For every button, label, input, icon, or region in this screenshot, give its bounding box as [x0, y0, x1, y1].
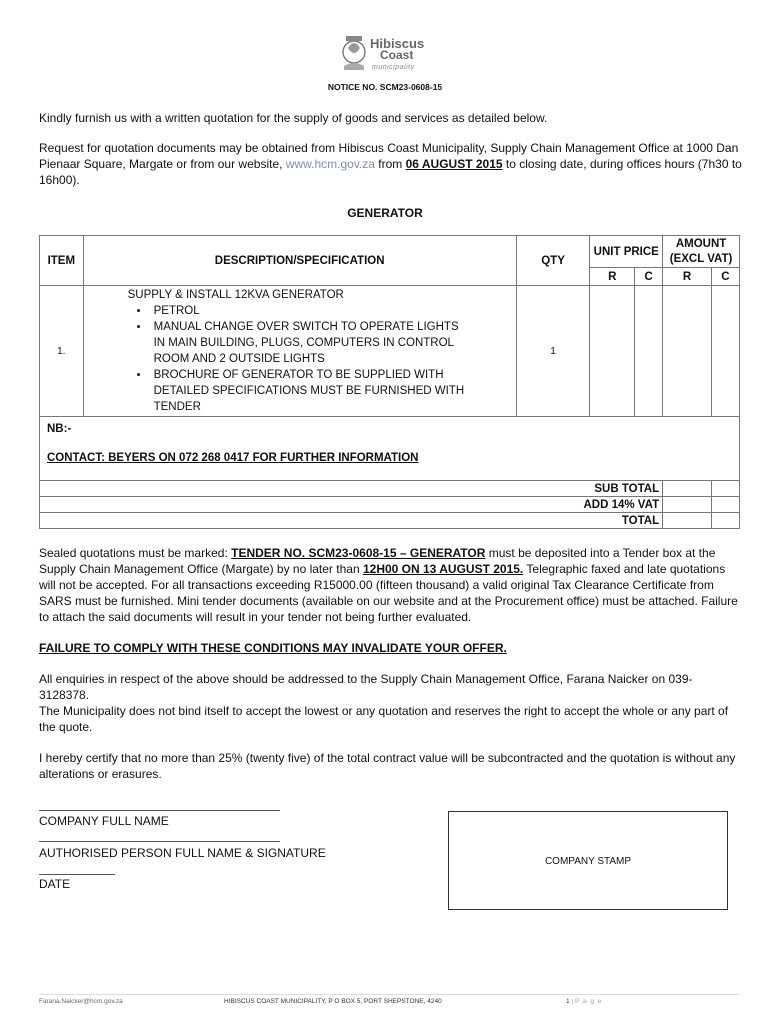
- date-label: DATE: [39, 877, 71, 891]
- total-label: TOTAL: [40, 513, 663, 529]
- intro-paragraph-1: Kindly furnish us with a written quotation for the supply of goods and services as detailed below.: [39, 111, 548, 125]
- header-qty: QTY: [516, 236, 590, 286]
- footer-page-separator: |: [571, 998, 574, 1005]
- intro-paragraph-2: [39, 140, 743, 188]
- list-item: • PETROL: [150, 303, 472, 319]
- header-amount: [663, 236, 740, 268]
- header-amount-c: C: [711, 268, 739, 286]
- row-description: [83, 286, 516, 417]
- sub-total-r: [663, 481, 712, 497]
- company-stamp-box: [448, 811, 728, 910]
- row-unit-c: [635, 286, 663, 417]
- authorised-label: AUTHORISED PERSON FULL NAME & SIGNATURE: [39, 846, 326, 860]
- failure-warning: FAILURE TO COMPLY WITH THESE CONDITIONS MAY INVALIDATE YOUR OFFER.: [39, 641, 507, 655]
- bind-paragraph: The Municipality does not bind itself to accept the lowest or any quotation and reserves the right to accept the whole or any part of the quote.: [39, 704, 729, 734]
- logo-text-municipality: municipality: [372, 64, 415, 71]
- row-qty: 1: [516, 286, 590, 417]
- vat-c: [711, 497, 739, 513]
- contact-line: CONTACT: BEYERS ON 072 268 0417 FOR FURTHER INFORMATION: [47, 452, 419, 464]
- total-c: [711, 513, 739, 529]
- nb-section: [40, 417, 740, 481]
- vat-r: [663, 497, 712, 513]
- footer-page: [566, 998, 602, 1005]
- total-r: [663, 513, 712, 529]
- website-link[interactable]: www.hcm.gov.za: [285, 157, 375, 171]
- nb-label: NB:-: [47, 423, 72, 435]
- company-name-label: COMPANY FULL NAME: [39, 814, 169, 828]
- sealed-text-c: Telegraphic faxed and late quotations will not be accepted. For all transactions exceeding R15000.00 (fifteen thousand) a valid original Tax Clearance Certificate from SARS must be furnished. Mini tender documents (available on our website and at the Procurement office) must be attached. Failure to attach the said documents will result in your tender not being further evaluated.: [39, 562, 738, 624]
- authorised-line: [39, 841, 280, 842]
- intro-text-c: to closing date, during offices hours (7h30 to 16h00).: [39, 157, 742, 187]
- quotation-table: [39, 235, 740, 529]
- header-unit-c: C: [635, 268, 663, 286]
- date-line: [39, 874, 115, 875]
- closing-deadline: 12H00 ON 13 AUGUST 2015.: [362, 562, 524, 576]
- row-bullets: [128, 303, 472, 415]
- start-date: 06 AUGUST 2015: [405, 157, 503, 171]
- header-unit-price: UNIT PRICE: [590, 236, 663, 268]
- logo-text-coast: Coast: [380, 48, 414, 62]
- header-amount-sub: (EXCL VAT): [669, 252, 733, 265]
- row-item-number: 1.: [40, 286, 84, 417]
- header-item: ITEM: [40, 236, 84, 286]
- sealed-text-b: must be deposited into a Tender box at the Supply Chain Management Office (Margate) by no later than: [39, 546, 716, 576]
- vat-label: ADD 14% VAT: [40, 497, 663, 513]
- notice-number: NOTICE NO. SCM23-0608-15: [327, 82, 443, 92]
- header-description: DESCRIPTION/SPECIFICATION: [83, 236, 516, 286]
- header-amount-r: R: [663, 268, 712, 286]
- enquiries-paragraph: All enquiries in respect of the above should be addressed to the Supply Chain Management Office, Farana Naicker on 039-3128378.: [39, 672, 693, 702]
- row-unit-r: [590, 286, 635, 417]
- sub-total-c: [711, 481, 739, 497]
- certify-paragraph: I hereby certify that no more than 25% (twenty five) of the total contract value will be subcontracted and the quotation is without any alterations or erasures.: [39, 751, 736, 781]
- row-description-title: SUPPLY & INSTALL 12KVA GENERATOR: [127, 289, 344, 301]
- row-amount-r: [663, 286, 712, 417]
- company-stamp-label: COMPANY STAMP: [544, 856, 632, 867]
- company-name-line: [39, 810, 280, 811]
- list-item: • BROCHURE OF GENERATOR TO BE SUPPLIED WITH DETAILED SPECIFICATIONS MUST BE FURNISHED WITH TENDER: [150, 367, 472, 415]
- intro-text-b: from: [378, 157, 403, 171]
- sub-total-label: SUB TOTAL: [40, 481, 663, 497]
- footer-divider: [39, 994, 739, 995]
- footer-email: Farana.Naicker@hcm.gov.za: [39, 998, 123, 1005]
- list-item: • MANUAL CHANGE OVER SWITCH TO OPERATE LIGHTS IN MAIN BUILDING, PLUGS, COMPUTERS IN CONTROL ROOM AND 2 OUTSIDE LIGHTS: [150, 319, 472, 367]
- section-title: GENERATOR: [347, 206, 423, 220]
- header-amount-label: AMOUNT: [675, 237, 727, 250]
- municipality-logo: [340, 30, 440, 78]
- header-unit-r: R: [590, 268, 635, 286]
- sealed-text-a: Sealed quotations must be marked:: [39, 546, 228, 560]
- footer-page-word: P a g e: [574, 998, 603, 1005]
- intro-text-a: Request for quotation documents may be obtained from Hibiscus Coast Municipality, Supply Chain Management Office at 1000 Dan Pienaar Square, Margate or from our website,: [39, 141, 739, 171]
- logo-text-hibiscus: Hibiscus: [370, 36, 425, 51]
- row-amount-c: [711, 286, 739, 417]
- footer-address: HIBISCUS COAST MUNICIPALITY, P O BOX 5, PORT SHEPSTONE, 4240: [224, 998, 442, 1005]
- tender-number: TENDER NO. SCM23-0608-15 – GENERATOR: [231, 546, 486, 560]
- footer-page-number: 1: [566, 998, 570, 1005]
- sealed-paragraph: [39, 545, 743, 625]
